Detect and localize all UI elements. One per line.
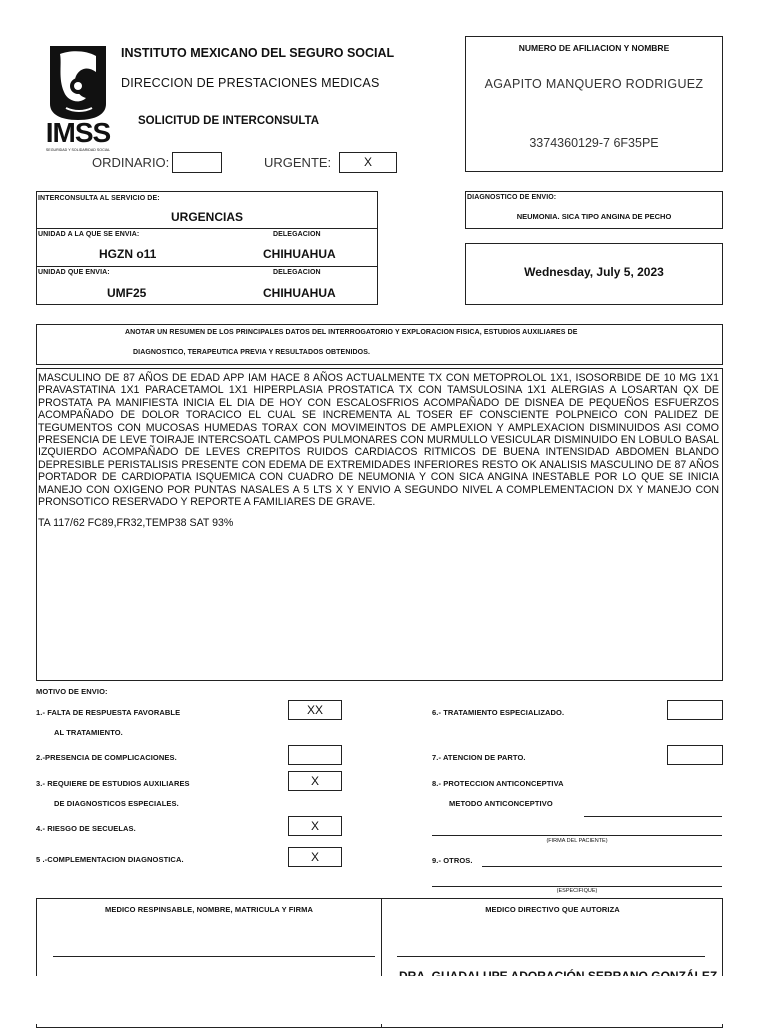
- motivo-item-6: 6.- TRATAMIENTO ESPECIALIZADO.: [432, 708, 565, 717]
- motivo-1-checkbox[interactable]: XX: [288, 700, 342, 720]
- delegacion-value-2: CHIHUAHUA: [263, 286, 336, 300]
- vital-signs: TA 117/62 FC89,FR32,TEMP38 SAT 93%: [38, 517, 234, 529]
- motivo-item-7: 7.- ATENCION DE PARTO.: [432, 753, 526, 762]
- motivo-4-checkbox[interactable]: X: [288, 816, 342, 836]
- resumen-text-box[interactable]: [36, 368, 723, 681]
- imss-emblem-icon: [40, 42, 116, 122]
- imss-logo: [40, 42, 116, 154]
- afiliacion-label: NUMERO DE AFILIACION Y NOMBRE: [518, 43, 670, 53]
- diagnostico-value: NEUMONIA. SICA TIPO ANGINA DE PECHO: [516, 212, 672, 221]
- resumen-instruction-2: DIAGNOSTICO, TERAPEUTICA PREVIA Y RESULTADOS OBTENIDOS.: [133, 349, 371, 356]
- medico-directivo-signature-line[interactable]: [397, 956, 705, 957]
- especifique-line[interactable]: [432, 886, 722, 887]
- motivo-item-3a: 3.- REQUIERE DE ESTUDIOS AUXILIARES: [36, 779, 190, 788]
- resumen-instruction-1: ANOTAR UN RESUMEN DE LOS PRINCIPALES DATOS DEL INTERROGATORIO Y EXPLORACION FISICA, ESTUDIOS AUXILIARES DE: [125, 329, 578, 336]
- unidad-que-envia-value: UMF25: [107, 286, 147, 300]
- urgente-checkbox[interactable]: X: [339, 152, 397, 173]
- form-title: SOLICITUD DE INTERCONSULTA: [138, 115, 320, 127]
- unidad-envia-label: UNIDAD A LA QUE SE ENVIA:: [38, 231, 140, 238]
- delegacion-value-1: CHIHUAHUA: [263, 247, 336, 261]
- motivo-item-5: 5 .-COMPLEMENTACION DIAGNOSTICA.: [36, 855, 184, 864]
- logo-text: IMSS: [45, 117, 111, 148]
- motivo-item-4: 4.- RIESGO DE SECUELAS.: [36, 824, 136, 833]
- unidad-envia-value: HGZN o11: [99, 247, 157, 261]
- motivo-item-8a: 8.- PROTECCION ANTICONCEPTIVA: [432, 779, 564, 788]
- direction-title: DIRECCION DE PRESTACIONES MEDICAS: [121, 76, 380, 90]
- firma-paciente-caption: (FIRMA DEL PACIENTE): [546, 838, 608, 844]
- patient-name: AGAPITO MANQUERO RODRIGUEZ: [484, 77, 704, 91]
- diagnostico-label: DIAGNOSTICO DE ENVIO:: [467, 194, 557, 201]
- resumen-instructions-box: [36, 324, 723, 365]
- diagnostico-box: [465, 191, 723, 229]
- metodo-anticonceptivo-line[interactable]: [584, 816, 722, 817]
- medico-directivo-label: MEDICO DIRECTIVO QUE AUTORIZA: [485, 905, 620, 914]
- ordinario-label: ORDINARIO:: [92, 155, 170, 170]
- servicio-value: URGENCIAS: [170, 210, 243, 224]
- motivo-6-checkbox[interactable]: [667, 700, 723, 720]
- motivo-2-checkbox[interactable]: [288, 745, 342, 765]
- delegacion-label-1: DELEGACION: [273, 231, 321, 238]
- motivo-label: MOTIVO DE ENVIO:: [36, 687, 108, 696]
- logo-tagline: SEGURIDAD Y SOLIDARIDAD SOCIAL: [45, 148, 111, 152]
- especifique-caption: (ESPECIFIQUE): [556, 888, 598, 894]
- urgente-label: URGENTE:: [264, 155, 332, 170]
- otros-line[interactable]: [482, 866, 722, 867]
- motivo-item-1b: AL TRATAMIENTO.: [54, 728, 123, 737]
- ordinario-checkbox[interactable]: [172, 152, 222, 173]
- request-date: Wednesday, July 5, 2023: [524, 265, 664, 279]
- motivo-item-8b: METODO ANTICONCEPTIVO: [449, 799, 553, 808]
- clinical-summary: MASCULINO DE 87 AÑOS DE EDAD APP IAM HACE 8 AÑOS ACTUALMENTE TX CON METOPROLOL 1X1, ISOSORBIDE DE 10 MG 1X1 PRAVASTATINA 1X1 PARACETAMOL 1X1 HIPERPLASIA PROSTATICA TX CON TAMSULOSINA 1X1 ALERGIAS A LOSARTAN QX DE PROSTATA PA MANIFIESTA INICIA EL DIA DE HOY CON ESCALOSFRIOS ACOMPAÑADO DE DISNEA DE PEQUEÑOS ESFUERZOS ACOMPAÑADO DE DOLOR TORACICO EL CUAL SE INCREMENTA AL TOSER EF CONSCIENTE POLPNEICO CON PALIDEZ DE TEGUMENTOS CON MUCOSAS HUMEDAS TORAX CON MOVIMEINTOS DE AMPLEXION Y AMPLEXACION DISMINUIDOS ASI COMO PRESENCIA DE LEVE TOIRAJE INTERCSOATL CAMPOS PULMONARES CON MURMULLO VESICULAR DISMINUIDO EN LOBULO BASAL IZQUIERDO ACOMPAÑADO DE LEVES CREPITOS RUIDOS CARDIACOS RITMICOS DE BUENA INTENSIDAD ABDOMEN BLANDO DEPRESIBLE PERISTALISIS PRESENTE CON EDEMA DE EXTREMIDADES INFERIORES RESTO OK ANALISIS MASCULINO DE 87 AÑOS PORTADOR DE CARDIOPATIA ISQUEMICA CON CUADRO DE NEUMONIA Y CON SICA ANGINA INESTABLE POR LO QUE SE INICIA MANEJO CON OXIGENO POR PUNTAS NASALES A 5 LTS X Y ENVIO A SEGUNDO NIVEL A COMPLEMENTACION DX Y MANEJO CON PRONSOTICO RESERVADO Y REPORTE A FAMILIARES DE GRAVE.: [38, 372, 719, 509]
- motivo-item-9: 9.- OTROS.: [432, 856, 473, 865]
- medico-responsable-label: MEDICO RESPINSABLE, NOMBRE, MATRICULA Y FIRMA: [105, 905, 313, 914]
- motivo-3-checkbox[interactable]: X: [288, 771, 342, 791]
- unidad-que-envia-label: UNIDAD QUE ENVIA:: [38, 269, 110, 276]
- afiliacion-number: 3374360129-7 6F35PE: [529, 136, 659, 150]
- page-bottom-mask: [0, 976, 768, 1024]
- medico-responsable-signature-line[interactable]: [53, 956, 375, 957]
- date-box: [465, 243, 723, 305]
- motivo-7-checkbox[interactable]: [667, 745, 723, 765]
- motivo-5-checkbox[interactable]: X: [288, 847, 342, 867]
- servicio-box: [36, 191, 378, 305]
- institute-title: INSTITUTO MEXICANO DEL SEGURO SOCIAL: [121, 46, 395, 60]
- motivo-item-1a: 1.- FALTA DE RESPUESTA FAVORABLE: [36, 708, 181, 717]
- servicio-label: INTERCONSULTA AL SERVICIO DE:: [38, 195, 160, 202]
- firma-paciente-line[interactable]: [432, 835, 722, 836]
- delegacion-label-2: DELEGACION: [273, 269, 321, 276]
- motivo-item-2: 2.-PRESENCIA DE COMPLICACIONES.: [36, 753, 177, 762]
- motivo-item-3b: DE DIAGNOSTICOS ESPECIALES.: [54, 799, 179, 808]
- afiliacion-box: [465, 36, 723, 172]
